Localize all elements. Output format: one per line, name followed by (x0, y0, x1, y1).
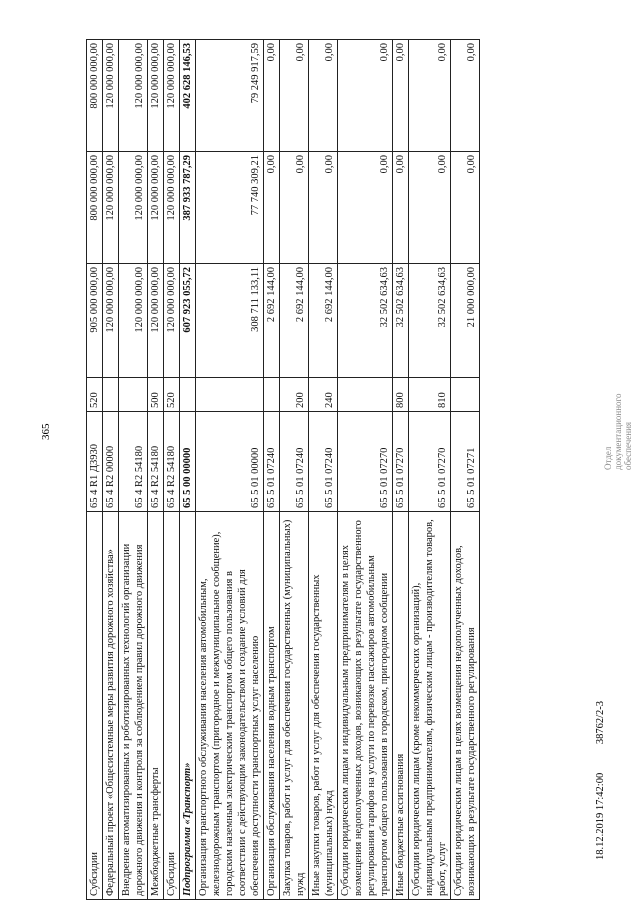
table-row (409, 40, 451, 900)
expense-type-cell (196, 378, 264, 412)
amount-2020-cell: 308 711 133,11 (196, 264, 264, 378)
target-code-cell: 65 5 01 07270 (393, 412, 409, 512)
amount-2021-cell: 0,00 (338, 152, 393, 264)
row-name-cell: Организация транспортного обслуживания населения автомобильным, железнодорожным транспортом (пригородное и межмуниципальное сообщение), городским наземным электрическим транспортом общего пользования в соответствии с действующим законодательством и создание условий для обеспечения доступности транспортных услуг населению (196, 512, 264, 900)
amount-2020-cell: 120 000 000,00 (119, 264, 148, 378)
expense-type-cell (264, 378, 280, 412)
amount-2021-cell: 120 000 000,00 (164, 152, 180, 264)
budget-table (86, 39, 480, 900)
table-row (103, 40, 119, 900)
row-name-cell: Субсидии юридическим лицам и индивидуальным предпринимателям в целях возмещения недополученных доходов, возникающих в результате государственного регулирования тарифов на услуги по перевозке пассажиров автомобильным транспортом общего пользования в городском, пригородном сообщении (338, 512, 393, 900)
expense-type-cell (103, 378, 119, 412)
amount-2020-cell: 120 000 000,00 (164, 264, 180, 378)
amount-2022-cell: 0,00 (393, 40, 409, 152)
row-name-cell: Иные закупки товаров, работ и услуг для обеспечения государственных (муниципальных) нужд (309, 512, 338, 900)
amount-2022-cell: 120 000 000,00 (164, 40, 180, 152)
table-row (264, 40, 280, 900)
amount-2020-cell: 32 502 634,63 (409, 264, 451, 378)
amount-2021-cell: 0,00 (451, 152, 480, 264)
row-name-cell: Внедрение автоматизированных и роботизированных технологий организации дорожного движения и контроля за соблюдением правил дорожного движения (119, 512, 148, 900)
row-name-cell: Иные бюджетные ассигнования (393, 512, 409, 900)
amount-2022-cell: 120 000 000,00 (148, 40, 164, 152)
amount-2022-cell: 402 628 146,53 (180, 40, 196, 152)
table-row (338, 40, 393, 900)
table-row (87, 40, 103, 900)
expense-type-cell: 810 (409, 378, 451, 412)
amount-2021-cell: 120 000 000,00 (103, 152, 119, 264)
amount-2021-cell: 0,00 (280, 152, 309, 264)
amount-2022-cell: 120 000 000,00 (119, 40, 148, 152)
expense-type-cell (180, 378, 196, 412)
amount-2021-cell: 800 000 000,00 (87, 152, 103, 264)
amount-2022-cell: 0,00 (451, 40, 480, 152)
expense-type-cell: 520 (87, 378, 103, 412)
table-row (309, 40, 338, 900)
target-code-cell: 65 4 R2 54180 (148, 412, 164, 512)
row-name-cell: Субсидии (164, 512, 180, 900)
expense-type-cell: 800 (393, 378, 409, 412)
amount-2022-cell: 800 000 000,00 (87, 40, 103, 152)
amount-2021-cell: 120 000 000,00 (119, 152, 148, 264)
amount-2022-cell: 0,00 (409, 40, 451, 152)
table-row (148, 40, 164, 900)
target-code-cell: 65 5 01 00000 (196, 412, 264, 512)
expense-type-cell (451, 378, 480, 412)
target-code-cell: 65 5 01 07270 (338, 412, 393, 512)
amount-2020-cell: 607 923 055,72 (180, 264, 196, 378)
amount-2020-cell: 2 692 144,00 (309, 264, 338, 378)
amount-2020-cell: 32 502 634,63 (393, 264, 409, 378)
target-code-cell: 65 5 01 07240 (280, 412, 309, 512)
target-code-cell: 65 4 R1 Д3930 (87, 412, 103, 512)
amount-2021-cell: 0,00 (409, 152, 451, 264)
row-name-cell: Межбюджетные трансферты (148, 512, 164, 900)
target-code-cell: 65 5 01 07271 (451, 412, 480, 512)
row-name-cell: Закупка товаров, работ и услуг для обеспечения государственных (муниципальных) нужд (280, 512, 309, 900)
expense-type-cell: 520 (164, 378, 180, 412)
amount-2022-cell: 79 249 917,59 (196, 40, 264, 152)
footer-doc-code: 38762/2-3 (595, 700, 606, 745)
table-row (393, 40, 409, 900)
row-name-cell: Субсидии юридическим лицам (кроме некоммерческих организаций), индивидуальным предпринимателям, физическим лицам - производителям товаров, работ, услуг (409, 512, 451, 900)
amount-2020-cell: 21 000 000,00 (451, 264, 480, 378)
amount-2022-cell: 0,00 (264, 40, 280, 152)
target-code-cell: 65 4 R2 54180 (164, 412, 180, 512)
amount-2022-cell: 0,00 (338, 40, 393, 152)
amount-2021-cell: 387 933 787,29 (180, 152, 196, 264)
table-row (451, 40, 480, 900)
target-code-cell: 65 4 R2 00000 (103, 412, 119, 512)
target-code-cell: 65 4 R2 54180 (119, 412, 148, 512)
table-row (280, 40, 309, 900)
target-code-cell: 65 5 01 07240 (309, 412, 338, 512)
expense-type-cell: 240 (309, 378, 338, 412)
target-code-cell: 65 5 01 07240 (264, 412, 280, 512)
amount-2020-cell: 905 000 000,00 (87, 264, 103, 378)
expense-type-cell (338, 378, 393, 412)
page-footer (595, 675, 606, 860)
target-code-cell: 65 5 01 07270 (409, 412, 451, 512)
table-row (164, 40, 180, 900)
amount-2020-cell: 2 692 144,00 (264, 264, 280, 378)
budget-page (86, 40, 582, 900)
office-stamp: Отдел документационного обеспечения (603, 393, 633, 470)
amount-2020-cell: 2 692 144,00 (280, 264, 309, 378)
amount-2020-cell: 120 000 000,00 (148, 264, 164, 378)
amount-2022-cell: 120 000 000,00 (103, 40, 119, 152)
amount-2021-cell: 77 740 309,21 (196, 152, 264, 264)
row-name-cell: Субсидии (87, 512, 103, 900)
footer-datetime: 18.12.2019 17:42:00 (595, 772, 606, 860)
amount-2021-cell: 0,00 (309, 152, 338, 264)
table-row (119, 40, 148, 900)
amount-2022-cell: 0,00 (309, 40, 338, 152)
amount-2021-cell: 0,00 (393, 152, 409, 264)
amount-2020-cell: 120 000 000,00 (103, 264, 119, 378)
amount-2022-cell: 0,00 (280, 40, 309, 152)
expense-type-cell: 200 (280, 378, 309, 412)
row-name-cell: Субсидии юридическим лицам в целях возмещения недополученных доходов, возникающих в результате государственного регулирования (451, 512, 480, 900)
expense-type-cell (119, 378, 148, 412)
amount-2020-cell: 32 502 634,63 (338, 264, 393, 378)
page-number: 365 (40, 423, 52, 440)
row-name-cell: Федеральный проект «Общесистемные меры развития дорожного хозяйства» (103, 512, 119, 900)
row-name-cell: Подпрограмма «Транспорт» (180, 512, 196, 900)
row-name-cell: Организация обслуживания населения водным транспортом (264, 512, 280, 900)
table-row (180, 40, 196, 900)
amount-2021-cell: 120 000 000,00 (148, 152, 164, 264)
target-code-cell: 65 5 00 00000 (180, 412, 196, 512)
table-row (196, 40, 264, 900)
amount-2021-cell: 0,00 (264, 152, 280, 264)
expense-type-cell: 500 (148, 378, 164, 412)
